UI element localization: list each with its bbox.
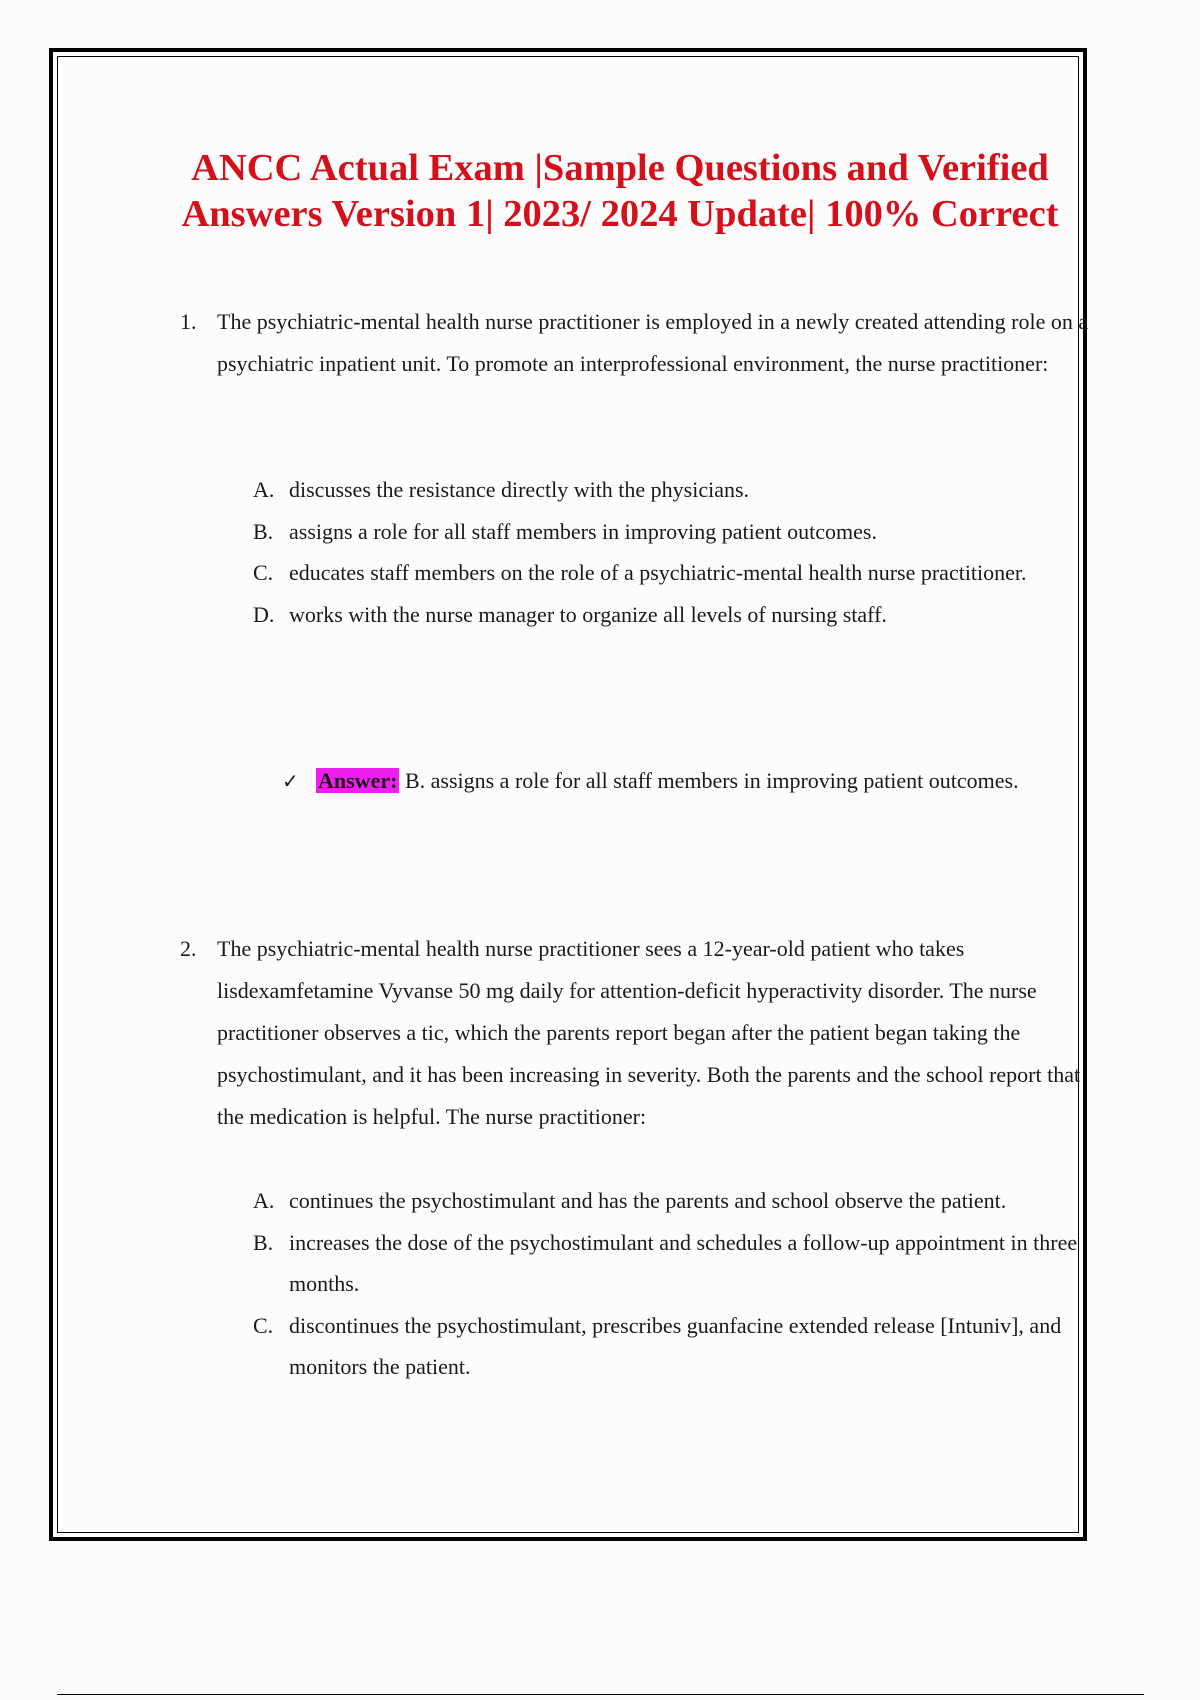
option-c [253,552,1103,594]
option-letter: B. [253,1229,274,1255]
answer-text: B. assigns a role for all staff members in improving patient outcomes. [404,768,1019,793]
option-letter: A. [253,1188,275,1213]
title-line-1: ANCC Actual Exam |Sample Questions and Verified [191,147,1049,189]
option-letter: A. [253,477,275,502]
answer-label: Answer: [318,768,398,793]
option-letter: D. [253,601,275,627]
option-a [253,1180,1103,1222]
title-line-2: Answers Version 1| 2023/ 2024 Update| 100% Correct [181,193,1059,235]
question-2-options [253,1180,1103,1388]
option-text: educates staff members on the role of a psychiatric-mental health nurse practitioner. [289,560,1027,585]
option-letter: C. [253,560,274,585]
option-text: works with the nurse manager to organize all levels of nursing staff. [289,601,887,627]
option-text: assigns a role for all staff members in improving patient outcomes. [289,518,877,544]
question-1 [180,301,1105,385]
question-2 [180,928,1105,1138]
option-text: discusses the resistance directly with the physicians. [289,477,750,502]
option-letter: B. [253,518,274,544]
checkmark-icon: ✓ [282,769,299,793]
option-c [253,1305,1103,1388]
option-d [253,594,1103,636]
question-text: The psychiatric-mental health nurse practitioner is employed in a newly created attending role on a psychiatric inpatient unit. To promote an interprofessional environment, the nurse practitioner: [217,309,1089,376]
document-title [120,145,1120,237]
option-b [253,1222,1103,1305]
question-1-options [253,469,1103,635]
question-1-answer [282,761,1019,801]
option-b [253,511,1103,553]
option-letter: C. [253,1312,274,1338]
option-text: continues the psychostimulant and has the parents and school observe the patient. [289,1188,1007,1213]
footer-divider [57,1694,1144,1695]
question-number: 2. [180,936,197,961]
question-number: 1. [180,309,197,334]
option-text: discontinues the psychostimulant, prescribes guanfacine extended release [Intuniv], and monitors the patient. [289,1312,1062,1379]
option-text: increases the dose of the psychostimulant and schedules a follow-up appointment in three months. [289,1229,1078,1296]
question-text: The psychiatric-mental health nurse practitioner sees a 12-year-old patient who takes lisdexamfetamine Vyvanse 50 mg daily for attention-deficit hyperactivity disorder. The nurse practitioner observes a tic, which the parents report began after the patient began taking the psychostimulant, and it has been increasing in severity. Both the parents and the school report that the medication is helpful. The nurse practitioner: [217,936,1081,1129]
option-a [253,469,1103,511]
